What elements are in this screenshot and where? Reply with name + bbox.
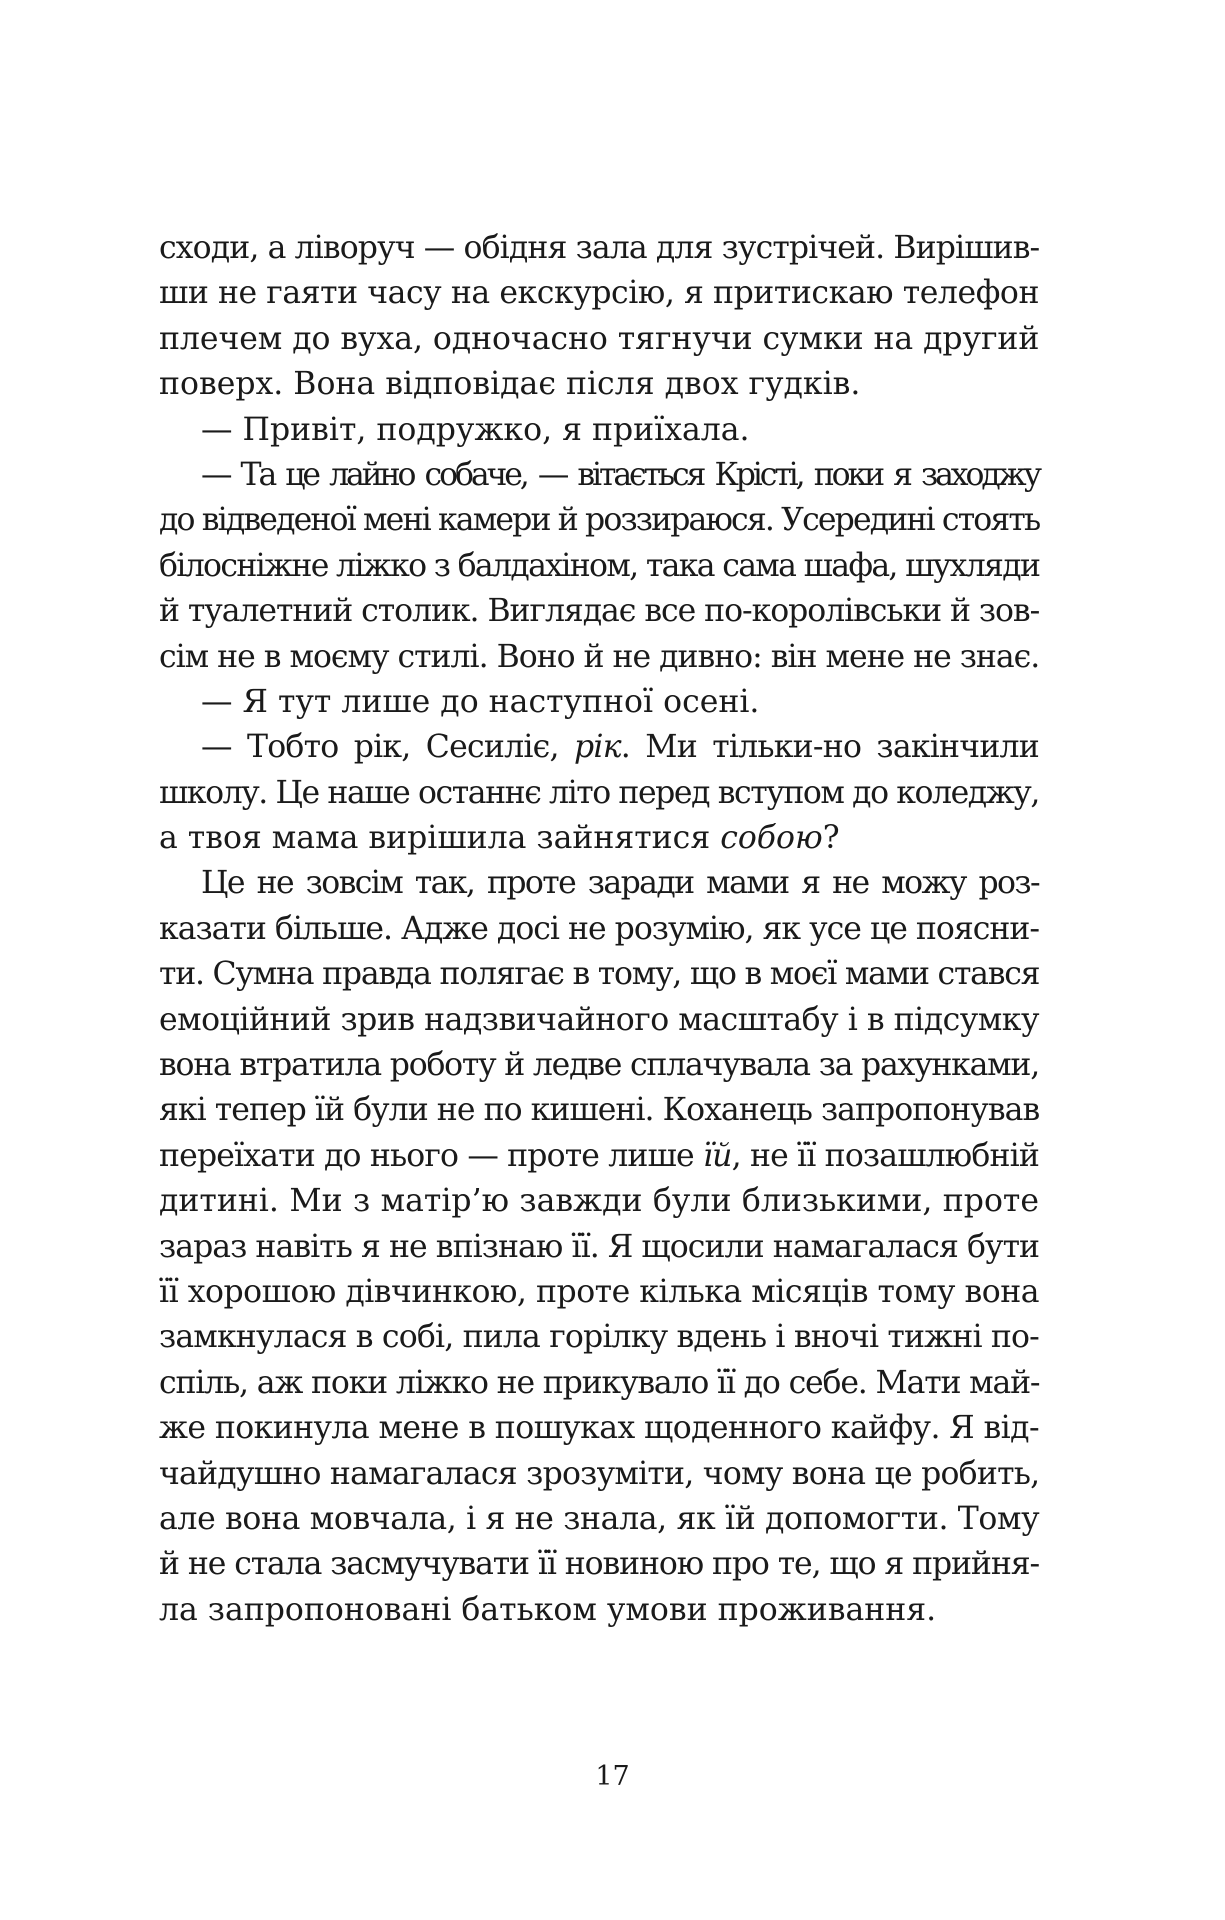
text-run: ? bbox=[822, 820, 840, 857]
text-run: переїхати до нього — проте лише bbox=[159, 1137, 703, 1174]
text-line: зараз навіть я не впізнаю її. Я щосили намагалася бути bbox=[159, 1228, 1040, 1265]
text-run: а твоя мама вирішила зайнятися bbox=[159, 820, 721, 857]
text-line: плечем до вуха, одночасно тягнучи сумки на другий bbox=[159, 320, 1040, 357]
text-line: білосніжне ліжко з балдахіном, така сама шафа, шухляди bbox=[159, 547, 1040, 584]
text-line: її хорошою дівчинкою, проте кілька місяців тому вона bbox=[159, 1273, 1039, 1310]
text-line: дитині. Ми з матір’ю завжди були близькими, проте bbox=[159, 1183, 1039, 1220]
text-line: ти. Сумна правда полягає в тому, що в моєї мами стався bbox=[159, 956, 1040, 993]
body-text bbox=[159, 226, 1039, 1633]
text-run: , не її позашлюбній bbox=[731, 1137, 1039, 1174]
text-line: й не стала засмучувати її новиною про те, що я прийня- bbox=[159, 1546, 1039, 1583]
page-number: 17 bbox=[595, 1761, 630, 1792]
text-line: до відведеної мені камери й роззираюся. Усередині стоять bbox=[159, 502, 1040, 539]
dialogue-line: — Та це лайно собаче, — вітається Крісті, поки я заходжу bbox=[201, 456, 1039, 493]
text-line: чайдушно намагалася зрозуміти, чому вона це робить, bbox=[159, 1455, 1040, 1492]
dialogue-line bbox=[159, 725, 1039, 770]
text-line: сім не в моєму стилі. Воно й не дивно: він мене не знає. bbox=[159, 638, 1040, 675]
text-line: які тепер їй були не по кишені. Коханець запропонував bbox=[159, 1092, 1040, 1129]
dialogue-line: — Я тут лише до наступної осені. bbox=[201, 683, 760, 720]
text-line: й туалетний столик. Виглядає все по-королівськи й зов- bbox=[159, 593, 1040, 630]
text-line: спіль, аж поки ліжко не прикувало її до себе. Мати май- bbox=[159, 1364, 1040, 1401]
text-line: замкнулася в собі, пила горілку вдень і вночі тижні по- bbox=[159, 1319, 1039, 1356]
emphasis: їй bbox=[702, 1137, 732, 1174]
text-line: ши не гаяти часу на екскурсію, я притискаю телефон bbox=[159, 275, 1039, 312]
text-line: але вона мовчала, і я не знала, як їй допомогти. Тому bbox=[159, 1500, 1040, 1537]
text-line: школу. Це наше останнє літо перед вступом до коледжу, bbox=[159, 774, 1039, 811]
text-run: — Тобто рік, Сесиліє, bbox=[201, 729, 574, 766]
text-line: сходи, а ліворуч — обідня зала для зустрічей. Вирішив- bbox=[159, 230, 1040, 266]
paragraph-start: Це не зовсім так, проте заради мами я не можу роз- bbox=[201, 865, 1039, 902]
emphasis: собою bbox=[720, 820, 823, 857]
text-line: вона втратила роботу й ледве сплачувала за рахунками, bbox=[159, 1047, 1039, 1084]
text-run: . Ми тільки-но закінчили bbox=[620, 729, 1039, 766]
text-line: емоційний зрив надзвичайного масштабу і в підсумку bbox=[159, 1001, 1039, 1038]
dialogue-line: — Привіт, подружко, я приїхала. bbox=[201, 411, 750, 448]
text-line: ла запропоновані батьком умови проживання. bbox=[159, 1591, 937, 1628]
text-line: казати більше. Адже досі не розумію, як усе це поясни- bbox=[159, 910, 1039, 947]
text-line bbox=[159, 1134, 1039, 1179]
text-line: поверх. Вона відповідає після двох гудків. bbox=[159, 366, 861, 403]
emphasis: рік bbox=[574, 729, 621, 766]
text-line: же покинула мене в пошуках щоденного кайфу. Я від- bbox=[159, 1410, 1039, 1447]
text-line bbox=[159, 816, 1039, 861]
